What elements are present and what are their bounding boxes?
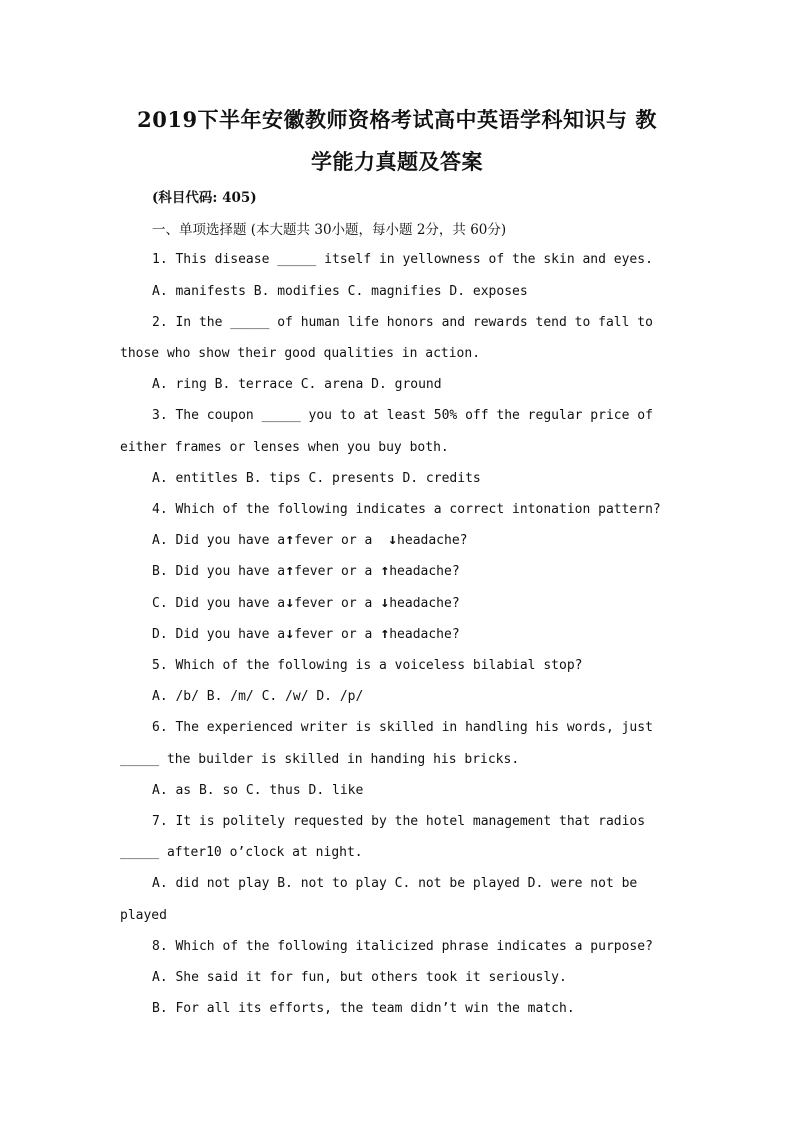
- question-4-stem: 4. Which of the following indicates a correct intonation pattern?: [152, 502, 661, 517]
- document-title-line-2: 学能力真题及答案: [311, 149, 483, 174]
- option-text: fever or a: [294, 596, 381, 611]
- intonation-arrow-icon: ↑: [380, 624, 390, 642]
- question-6-stem: 6. The experienced writer is skilled in handling his words, just: [152, 720, 653, 735]
- option-text: C. Did you have a: [152, 596, 286, 611]
- question-2-stem-continued: those who show their good qualities in action.: [120, 346, 481, 361]
- section-heading: 一、单项选择题 (本大题共 30小题，每小题 2分，共 60分): [152, 222, 507, 238]
- question-7-stem: 7. It is politely requested by the hotel management that radios: [152, 814, 646, 829]
- option-text: B. Did you have a: [152, 564, 286, 579]
- question-8-option-b: B. For all its efforts, the team didn’t win the match.: [152, 1001, 575, 1016]
- question-6-options: A. as B. so C. thus D. like: [152, 783, 364, 798]
- question-1-stem: 1. This disease _____ itself in yellowness of the skin and eyes.: [152, 252, 653, 267]
- intonation-arrow-icon: ↓: [380, 593, 390, 611]
- intonation-arrow-icon: ↓: [285, 593, 295, 611]
- question-7-options: A. did not play B. not to play C. not be played D. were not be: [152, 876, 638, 891]
- question-7-options-continued: played: [120, 908, 167, 923]
- option-text: headache?: [389, 596, 460, 611]
- question-3-options: A. entitles B. tips C. presents D. credits: [152, 471, 481, 486]
- question-4-option-d: [152, 624, 460, 642]
- subject-code: (科目代码: 405): [152, 190, 257, 206]
- option-text: fever or a: [294, 564, 381, 579]
- question-8-stem: 8. Which of the following italicized phrase indicates a purpose?: [152, 939, 653, 954]
- intonation-arrow-icon: ↑: [285, 530, 295, 548]
- question-3-stem: 3. The coupon _____ you to at least 50% off the regular price of: [152, 408, 653, 423]
- intonation-arrow-icon: ↓: [285, 624, 295, 642]
- document-title-line-1: 2019下半年安徽教师资格考试高中英语学科知识与 教: [137, 107, 657, 132]
- question-4-option-a: [152, 530, 468, 548]
- question-5-options: A. /b/ B. /m/ C. /w/ D. /p/: [152, 689, 364, 704]
- question-7-stem-continued: _____ after10 o’clock at night.: [120, 845, 363, 860]
- question-3-stem-continued: either frames or lenses when you buy both.: [120, 440, 449, 455]
- option-text: headache?: [389, 627, 460, 642]
- option-text: headache?: [397, 533, 468, 548]
- option-text: D. Did you have a: [152, 627, 286, 642]
- option-text: headache?: [389, 564, 460, 579]
- option-text: fever or a: [294, 533, 381, 548]
- question-4-option-c: [152, 593, 460, 611]
- intonation-arrow-icon: ↑: [380, 561, 390, 579]
- question-5-stem: 5. Which of the following is a voiceless bilabial stop?: [152, 658, 583, 673]
- option-text: A. Did you have a: [152, 533, 286, 548]
- question-6-stem-continued: _____ the builder is skilled in handing his bricks.: [120, 752, 520, 767]
- question-8-option-a: A. She said it for fun, but others took it seriously.: [152, 970, 567, 985]
- intonation-arrow-icon: ↑: [285, 561, 295, 579]
- question-2-stem: 2. In the _____ of human life honors and rewards tend to fall to: [152, 315, 653, 330]
- question-1-options: A. manifests B. modifies C. magnifies D. exposes: [152, 284, 528, 299]
- question-2-options: A. ring B. terrace C. arena D. ground: [152, 377, 442, 392]
- intonation-arrow-icon: ↓: [388, 530, 398, 548]
- question-4-option-b: [152, 561, 460, 579]
- option-text: fever or a: [294, 627, 381, 642]
